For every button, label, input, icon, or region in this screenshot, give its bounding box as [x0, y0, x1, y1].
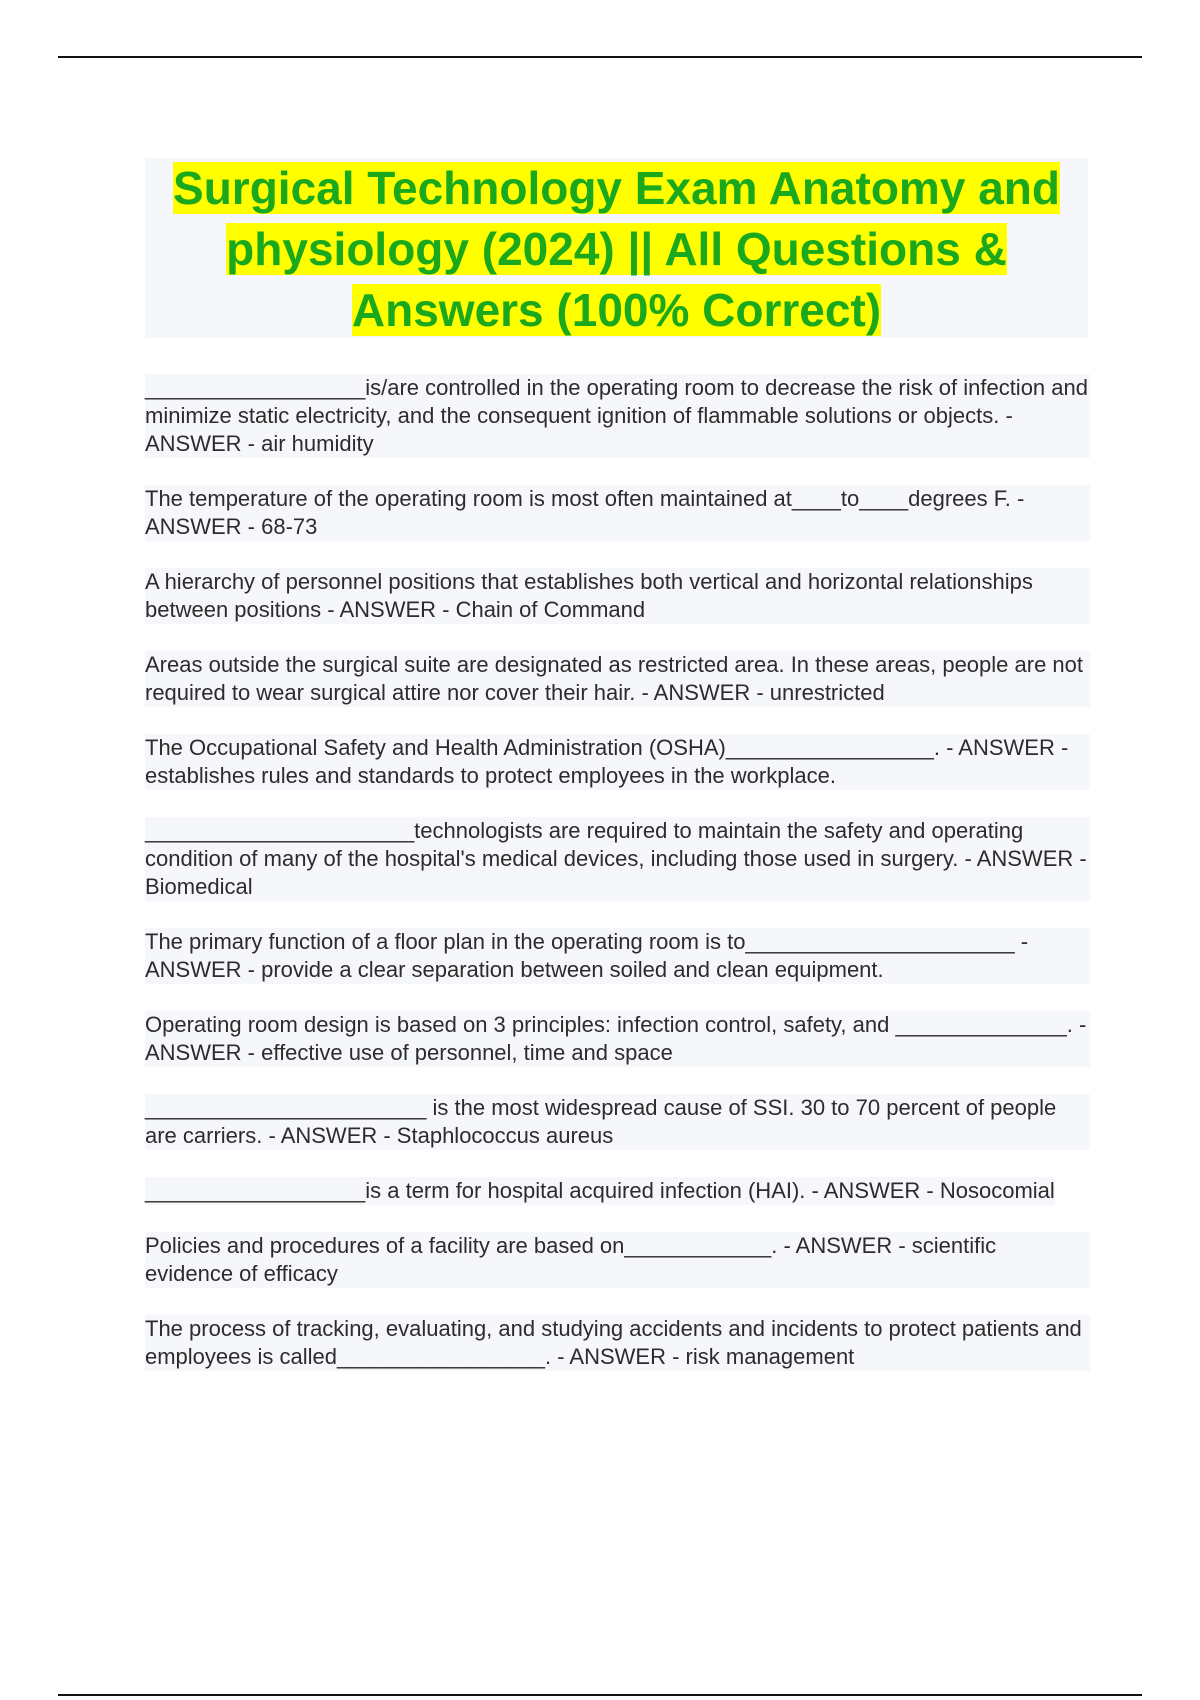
qa-item: __________________is a term for hospital acquired infection (HAI). - ANSWER - Nosocomial	[145, 1178, 1055, 1203]
qa-item: ______________________technologists are required to maintain the safety and operating condition of many of the hospital's medical devices, including those used in surgery. - ANSWER - Biomedical	[145, 818, 1093, 899]
qa-item: Policies and procedures of a facility are based on____________. - ANSWER - scientific evidence of efficacy	[145, 1232, 1090, 1288]
qa-item: A hierarchy of personnel positions that establishes both vertical and horizontal relationships between positions - ANSWER - Chain of Command	[145, 568, 1090, 624]
qa-item: The temperature of the operating room is most often maintained at____to____degrees F. - ANSWER - 68-73	[145, 485, 1090, 541]
qa-item: _______________________ is the most widespread cause of SSI. 30 to 70 percent of people are carriers. - ANSWER - Staphlococcus aureus	[145, 1094, 1090, 1150]
qa-item: The Occupational Safety and Health Administration (OSHA)_________________. - ANSWER - establishes rules and standards to protect employees in the workplace.	[145, 734, 1090, 790]
title-line-2: physiology (2024) || All Questions &	[226, 223, 1007, 275]
top-rule	[58, 56, 1142, 58]
title-line-3: Answers (100% Correct)	[351, 284, 882, 336]
qa-item: __________________is/are controlled in the operating room to decrease the risk of infection and minimize static electricity, and the consequent ignition of flammable solutions or objects. - ANSWER - air humidity	[145, 375, 1095, 456]
document-title	[145, 158, 1088, 338]
bottom-rule	[58, 1694, 1142, 1696]
question-answer-list	[145, 374, 1095, 1398]
qa-item: Operating room design is based on 3 principles: infection control, safety, and ______________. - ANSWER - effective use of personnel, time and space	[145, 1012, 1092, 1065]
qa-item: The process of tracking, evaluating, and studying accidents and incidents to protect patients and employees is called_________________. - ANSWER - risk management	[145, 1315, 1090, 1371]
qa-item: Areas outside the surgical suite are designated as restricted area. In these areas, people are not required to wear surgical attire nor cover their hair. - ANSWER - unrestricted	[145, 652, 1090, 705]
qa-item: The primary function of a floor plan in the operating room is to______________________ - ANSWER - provide a clear separation between soiled and clean equipment.	[145, 928, 1090, 984]
title-line-1: Surgical Technology Exam Anatomy and	[173, 162, 1060, 214]
